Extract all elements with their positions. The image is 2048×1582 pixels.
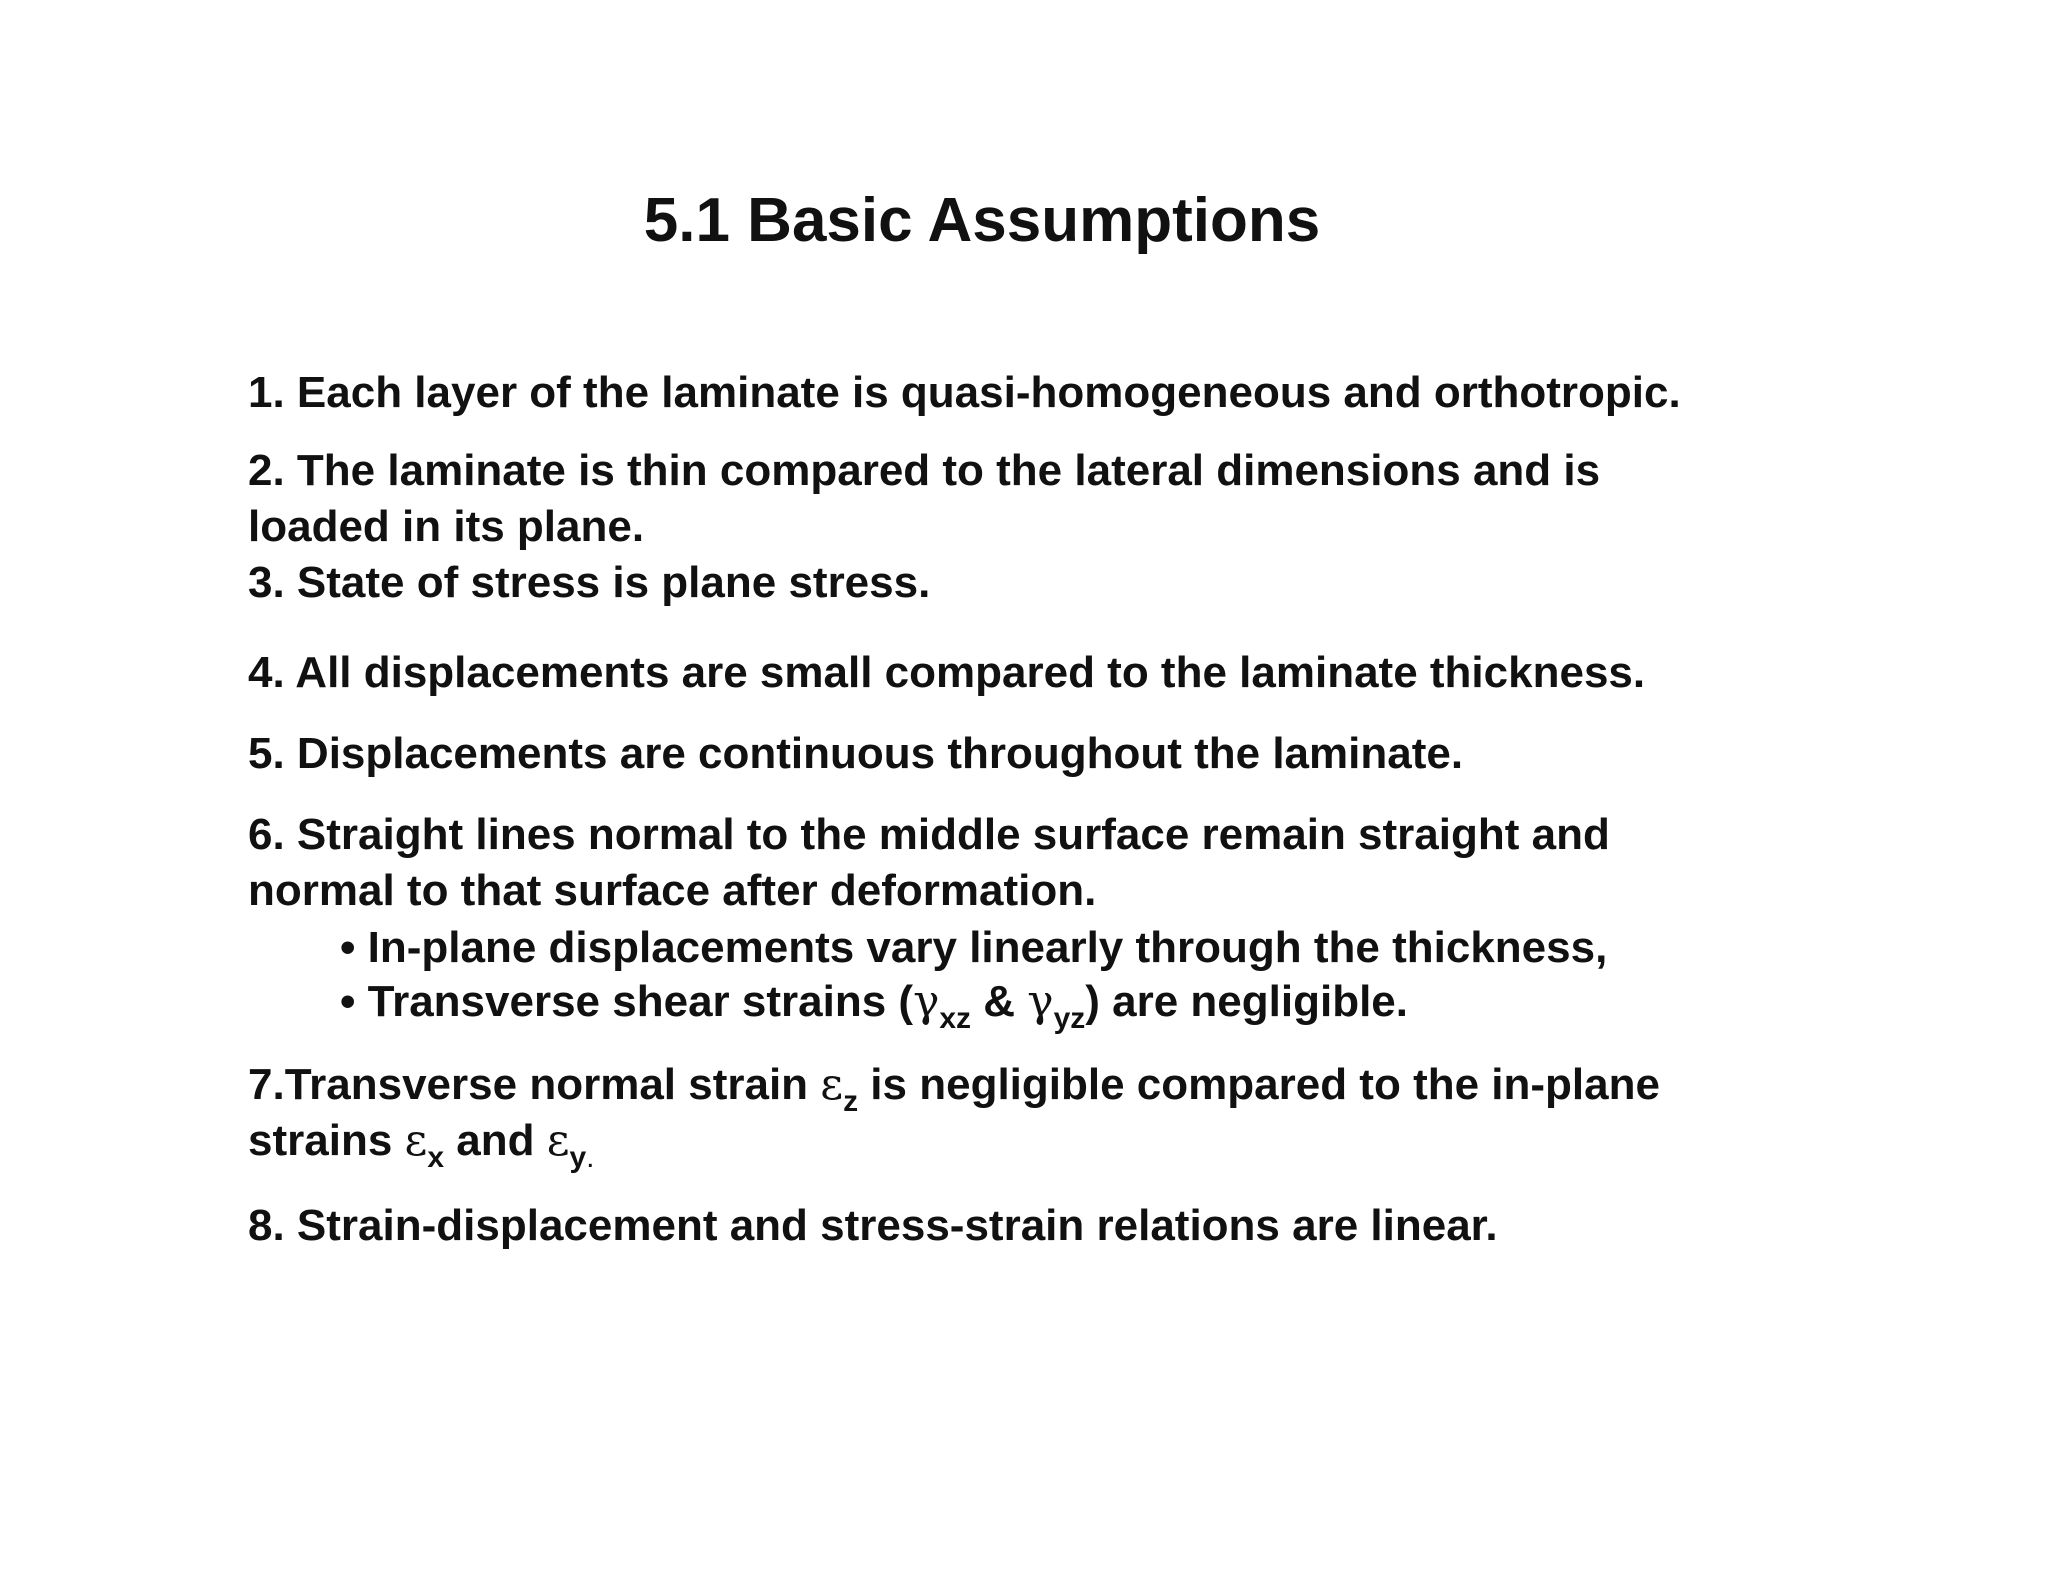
epsilon-symbol: ε bbox=[546, 1115, 570, 1166]
subscript-yz: yz bbox=[1053, 1002, 1086, 1035]
assumption-7-line-2 bbox=[248, 1113, 595, 1174]
gamma-symbol: γ bbox=[913, 976, 940, 1027]
subscript-z: z bbox=[843, 1085, 859, 1118]
epsilon-symbol: ε bbox=[404, 1115, 428, 1166]
assumption-8: 8. Strain-displacement and stress-strain relations are linear. bbox=[248, 1201, 1498, 1250]
subscript-period: . bbox=[586, 1141, 595, 1174]
assumption-7-text-strains: strains bbox=[248, 1116, 405, 1165]
gamma-symbol: γ bbox=[1027, 976, 1054, 1027]
assumption-6-line-2: normal to that surface after deformation. bbox=[248, 866, 1097, 915]
subscript-y: y bbox=[569, 1141, 587, 1174]
assumption-4: 4. All displacements are small compared to the laminate thickness. bbox=[248, 648, 1646, 697]
page-title: 5.1 Basic Assumptions bbox=[643, 186, 1321, 255]
assumption-2-line-2: loaded in its plane. bbox=[248, 502, 645, 551]
assumption-6-line-1: 6. Straight lines normal to the middle surface remain straight and bbox=[248, 810, 1610, 859]
bullet-2-text-mid: & bbox=[971, 977, 1028, 1026]
assumption-7-text-and: and bbox=[444, 1116, 547, 1165]
bullet-2-text-pre: • Transverse shear strains ( bbox=[340, 977, 914, 1026]
assumption-7-line-1 bbox=[248, 1057, 1660, 1118]
epsilon-symbol: ε bbox=[820, 1059, 844, 1110]
bullet-2-text-post: ) are negligible. bbox=[1085, 977, 1409, 1026]
assumption-2-line-1: 2. The laminate is thin compared to the lateral dimensions and is bbox=[248, 446, 1601, 495]
assumption-3: 3. State of stress is plane stress. bbox=[248, 558, 931, 607]
assumption-7-text-pre: 7.Transverse normal strain bbox=[248, 1060, 821, 1109]
subscript-x: x bbox=[427, 1141, 444, 1174]
assumption-7-text-post: is negligible compared to the in-plane bbox=[858, 1060, 1660, 1109]
subscript-xz: xz bbox=[939, 1002, 972, 1035]
assumption-6-bullet-2 bbox=[340, 974, 1409, 1035]
assumption-6-bullet-1: • In-plane displacements vary linearly through the thickness, bbox=[340, 923, 1608, 972]
assumption-5: 5. Displacements are continuous throughout the laminate. bbox=[248, 729, 1464, 778]
assumption-1: 1. Each layer of the laminate is quasi-homogeneous and orthotropic. bbox=[248, 368, 1681, 417]
